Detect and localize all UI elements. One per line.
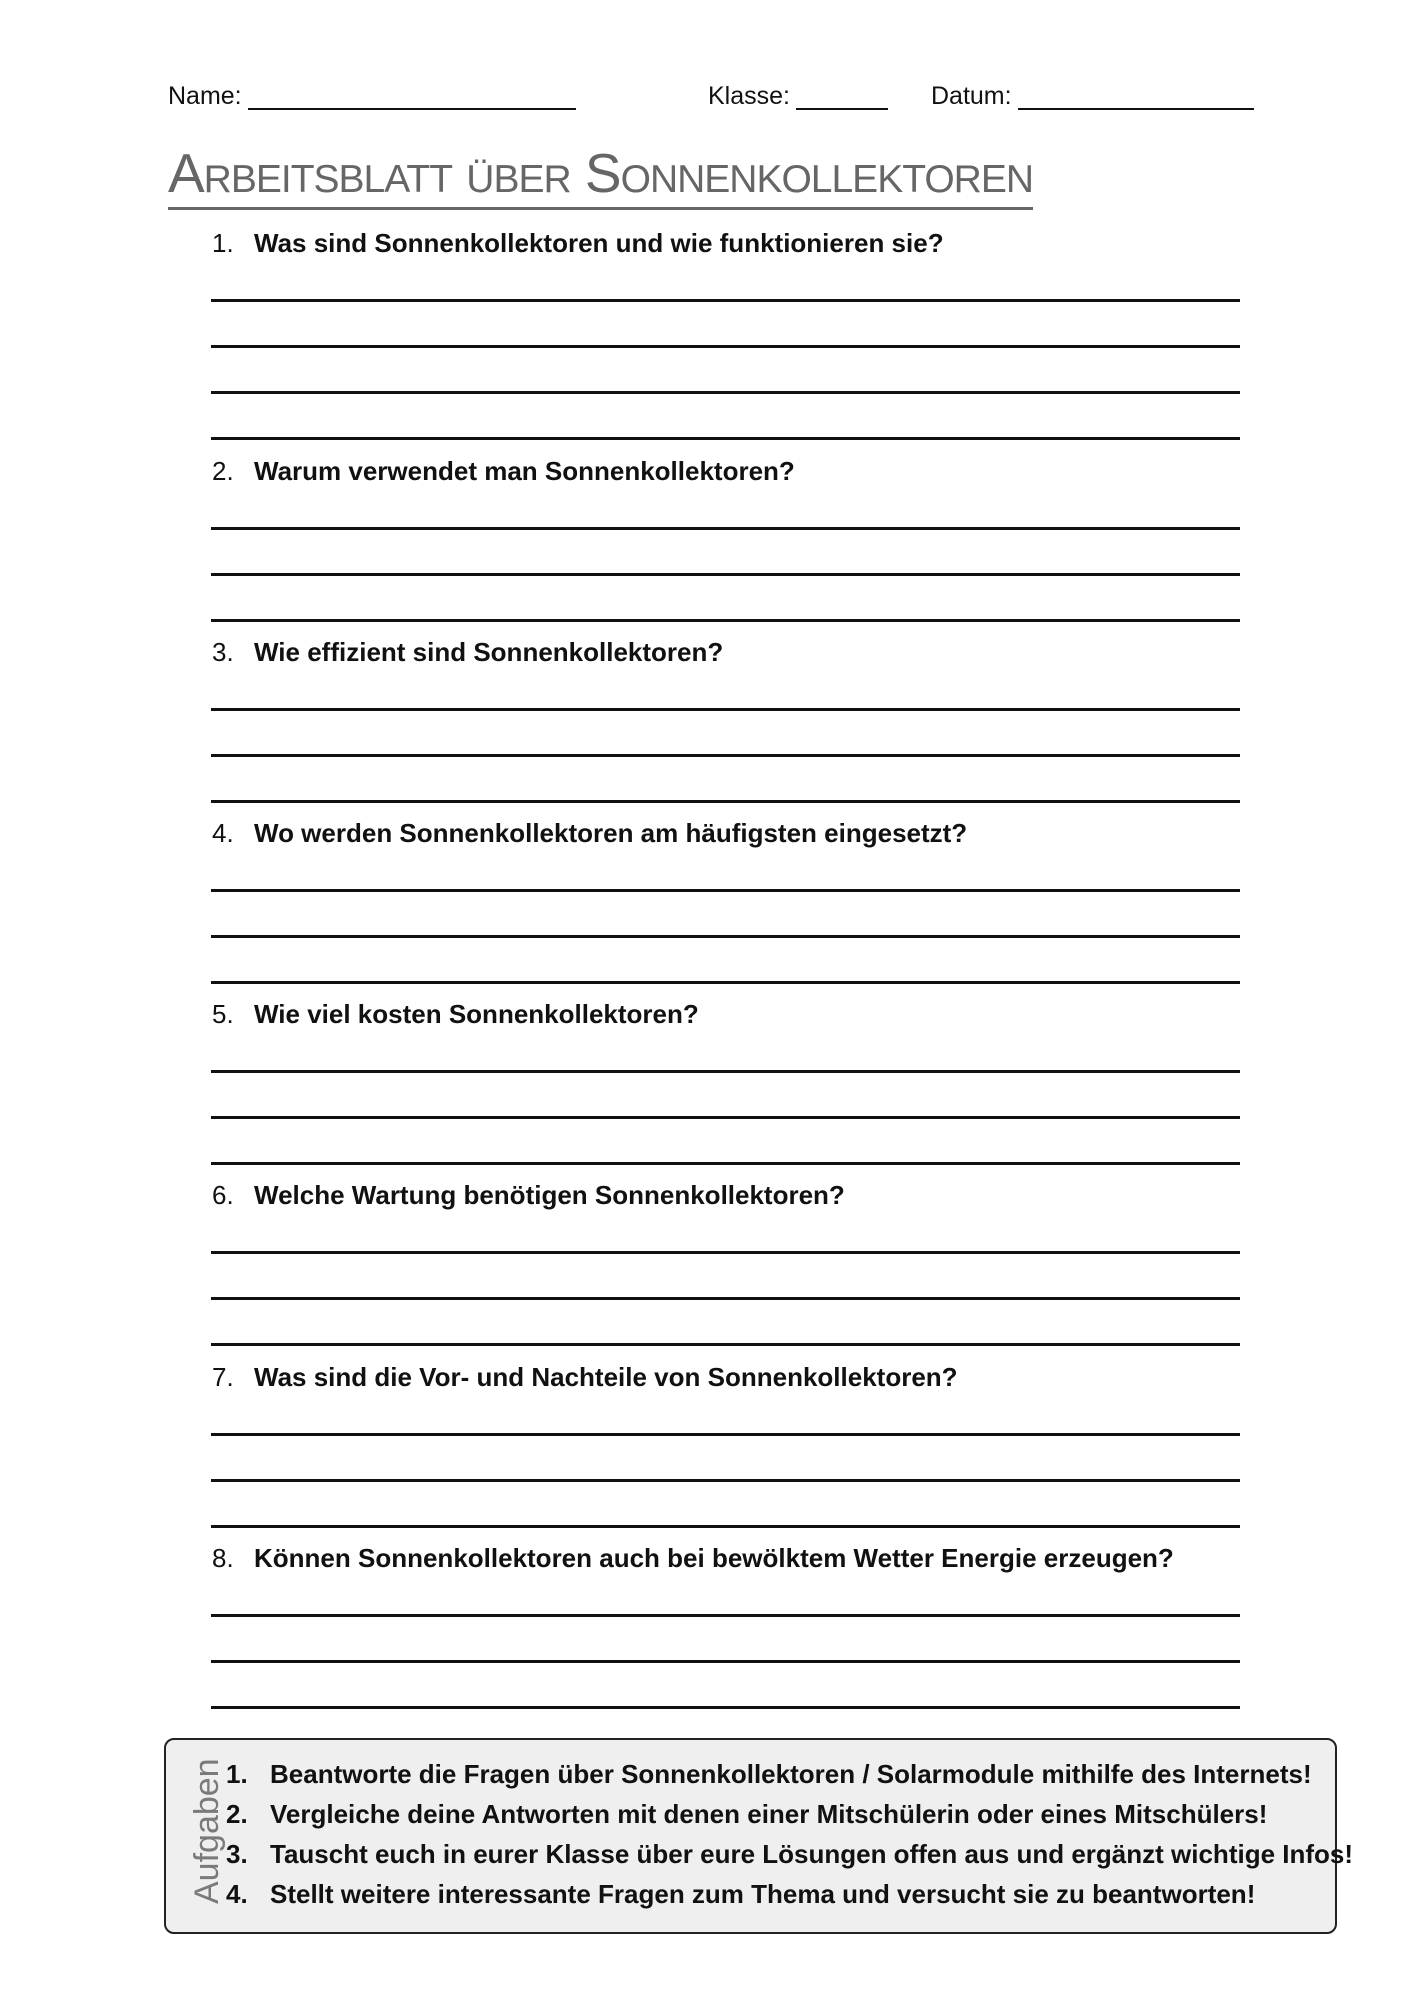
answer-line[interactable] (211, 573, 1240, 576)
tasks-box (164, 1738, 1354, 1934)
answer-line[interactable] (211, 889, 1240, 892)
answer-line[interactable] (211, 708, 1240, 711)
class-label: Klasse: (708, 82, 790, 110)
class-field[interactable] (708, 82, 888, 111)
question-number: 7. (212, 1362, 234, 1392)
answer-line[interactable] (211, 935, 1240, 938)
name-label: Name: (168, 82, 242, 110)
answer-line[interactable] (211, 1297, 1240, 1300)
tasks-side-label: Aufgaben (188, 1758, 226, 1904)
task-text: Vergleiche deine Antworten mit denen einer Mitschülerin oder eines Mitschülers! (270, 1799, 1268, 1829)
answer-line[interactable] (211, 1706, 1240, 1709)
answer-line[interactable] (211, 527, 1240, 530)
answer-line[interactable] (211, 299, 1240, 302)
question-text: Welche Wartung benötigen Sonnenkollektoren? (254, 1180, 845, 1210)
task-item-4 (226, 1874, 1353, 1914)
answer-line[interactable] (211, 619, 1240, 622)
answer-line[interactable] (211, 1660, 1240, 1663)
task-text: Tauscht euch in eurer Klasse über eure Lösungen offen aus und ergänzt wichtige Infos! (270, 1839, 1354, 1869)
date-field[interactable] (931, 82, 1254, 111)
question-8 (212, 1543, 1174, 1574)
worksheet-title: Arbeitsblatt über Sonnenkollektoren (168, 142, 1033, 210)
answer-line[interactable] (211, 1116, 1240, 1119)
task-item-3 (226, 1834, 1353, 1874)
answer-line[interactable] (211, 1162, 1240, 1165)
question-text: Warum verwendet man Sonnenkollektoren? (254, 456, 795, 486)
question-text: Wie effizient sind Sonnenkollektoren? (254, 637, 724, 667)
date-label: Datum: (931, 82, 1012, 110)
answer-line[interactable] (211, 437, 1240, 440)
answer-line[interactable] (211, 1433, 1240, 1436)
question-number: 1. (212, 228, 234, 258)
task-item-1 (226, 1754, 1353, 1794)
question-3 (212, 637, 723, 668)
question-number: 4. (212, 818, 234, 848)
answer-line[interactable] (211, 800, 1240, 803)
question-number: 6. (212, 1180, 234, 1210)
task-number: 1. (226, 1759, 248, 1789)
task-number: 4. (226, 1879, 248, 1909)
question-text: Was sind die Vor- und Nachteile von Sonnenkollektoren? (254, 1362, 958, 1392)
task-text: Beantworte die Fragen über Sonnenkollektoren / Solarmodule mithilfe des Internets! (270, 1759, 1312, 1789)
question-number: 2. (212, 456, 234, 486)
worksheet-header (0, 82, 1414, 122)
answer-line[interactable] (211, 391, 1240, 394)
answer-line[interactable] (211, 754, 1240, 757)
task-number: 3. (226, 1839, 248, 1869)
question-number: 3. (212, 637, 234, 667)
answer-line[interactable] (211, 1251, 1240, 1254)
question-1 (212, 228, 944, 259)
answer-line[interactable] (211, 1614, 1240, 1617)
question-7 (212, 1362, 958, 1393)
question-text: Wie viel kosten Sonnenkollektoren? (254, 999, 699, 1029)
name-field[interactable] (168, 82, 576, 111)
answer-line[interactable] (211, 981, 1240, 984)
question-5 (212, 999, 699, 1030)
question-4 (212, 818, 967, 849)
task-item-2 (226, 1794, 1353, 1834)
answer-line[interactable] (211, 1070, 1240, 1073)
answer-line[interactable] (211, 1343, 1240, 1346)
task-list (226, 1754, 1353, 1914)
question-text: Wo werden Sonnenkollektoren am häufigsten eingesetzt? (254, 818, 968, 848)
question-2 (212, 456, 795, 487)
answer-line[interactable] (211, 1479, 1240, 1482)
class-input-line[interactable] (796, 82, 888, 110)
question-text: Können Sonnenkollektoren auch bei bewölktem Wetter Energie erzeugen? (254, 1543, 1174, 1573)
question-number: 8. (212, 1543, 234, 1573)
task-number: 2. (226, 1799, 248, 1829)
question-number: 5. (212, 999, 234, 1029)
question-text: Was sind Sonnenkollektoren und wie funktionieren sie? (254, 228, 944, 258)
date-input-line[interactable] (1018, 82, 1254, 110)
question-6 (212, 1180, 845, 1211)
answer-line[interactable] (211, 345, 1240, 348)
answer-line[interactable] (211, 1525, 1240, 1528)
task-text: Stellt weitere interessante Fragen zum Thema und versucht sie zu beantworten! (270, 1879, 1256, 1909)
name-input-line[interactable] (248, 82, 576, 110)
